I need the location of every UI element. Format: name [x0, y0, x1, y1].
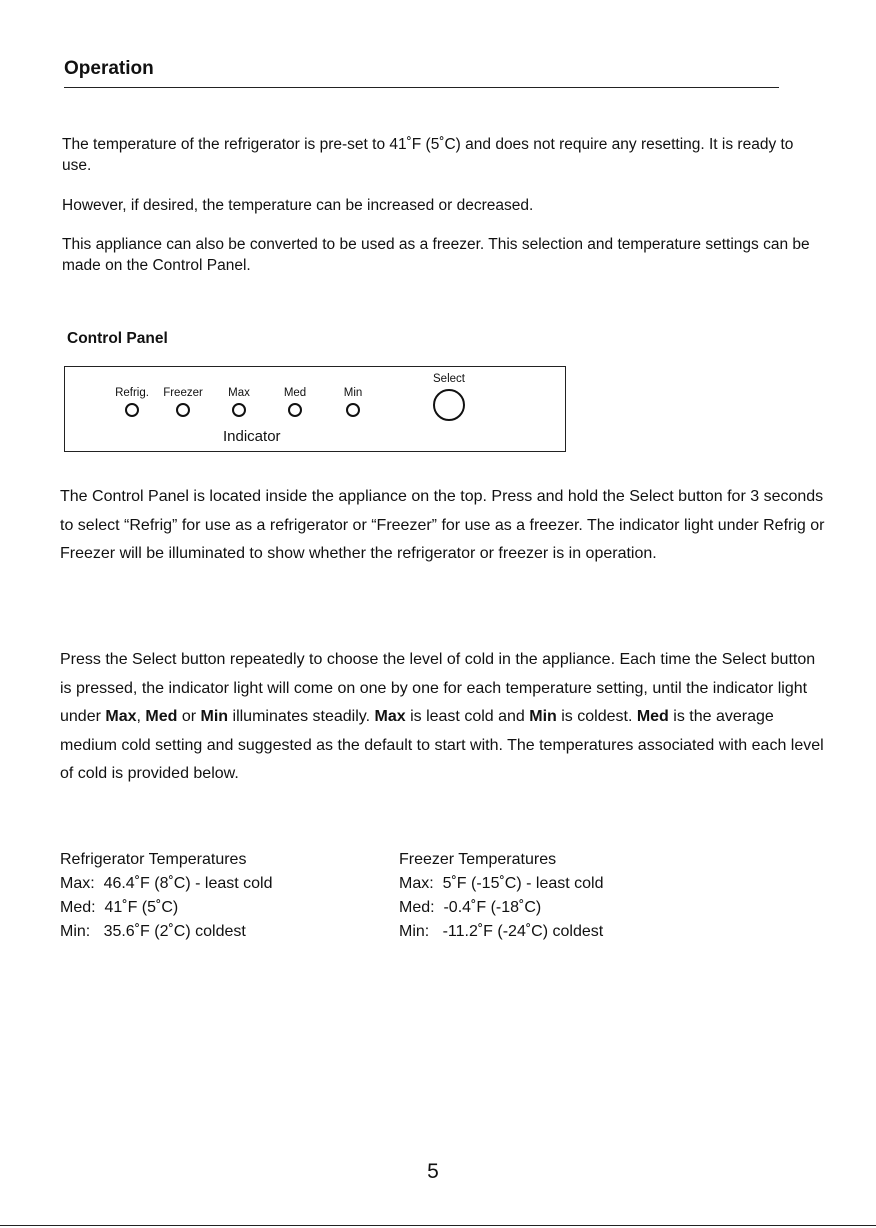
control-panel-description: The Control Panel is located inside the appliance on the top. Press and hold the Select button for 3 seconds to select “Refrig” for use as a refrigerator or “Freezer” for use as a freezer. The indicator light under Refrig or Freezer will be illuminated to show whether the refrigerator or freezer is in operation.: [60, 488, 825, 562]
intro-paragraph-3: This appliance can also be converted to be used as a freezer. This selection and temperature settings can be made on the Control Panel.: [62, 236, 810, 274]
bold-term: Med: [145, 708, 178, 725]
indicator-freezer: [153, 386, 213, 417]
indicator-label: Freezer: [163, 387, 203, 399]
indicator-label: Min: [343, 387, 363, 399]
freezer-med-row: Med: -0.4˚F (-18˚C): [399, 899, 542, 916]
indicator-label: Med: [283, 387, 307, 399]
text-run: is least cold and: [405, 708, 530, 725]
intro-paragraph-2: However, if desired, the temperature can be increased or decreased.: [62, 197, 534, 214]
bold-term: Min: [529, 708, 557, 725]
text-run: or: [177, 708, 201, 725]
indicator-light-icon: [125, 403, 139, 417]
freezer-min-row: Min: -11.2˚F (-24˚C) coldest: [399, 923, 604, 940]
text-run: is the average medium cold setting and suggested as the default to start with. The temperatures associated with each level of cold is provided below.: [60, 708, 824, 782]
refrigerator-max-row: Max: 46.4˚F (8˚C) - least cold: [60, 875, 273, 892]
refrigerator-temperatures: [60, 848, 273, 944]
control-panel-heading: Control Panel: [67, 330, 168, 347]
bold-term: Max: [374, 708, 406, 725]
refrigerator-med-row: Med: 41˚F (5˚C): [60, 899, 179, 916]
intro-paragraph-1: The temperature of the refrigerator is pre-set to 41˚F (5˚C) and does not require any resetting. It is ready to use.: [62, 136, 794, 174]
indicator-max: [209, 386, 269, 417]
indicator-label: Max: [228, 387, 250, 399]
refrigerator-temperatures-title: Refrigerator Temperatures: [60, 851, 247, 868]
indicator-med: [265, 386, 325, 417]
select-button-icon: [433, 389, 465, 421]
text-run: Press the Select button repeatedly to choose the level of cold in the appliance. Each time the Select button is pressed, the indicator light will come on one by one for each temperature setting, until the indicator light under: [60, 651, 816, 725]
select-control: [419, 372, 479, 421]
bold-term: Min: [200, 708, 229, 725]
select-label: Select: [433, 373, 465, 385]
bold-term: Med: [636, 708, 669, 725]
bottom-rule: [0, 1225, 876, 1226]
text-run: is coldest.: [556, 708, 637, 725]
page-title: Operation: [64, 58, 154, 79]
indicator-label: Refrig.: [115, 387, 149, 399]
bold-term: Max: [105, 708, 137, 725]
page-number: 5: [427, 1160, 439, 1183]
control-panel-diagram: [64, 366, 566, 452]
indicator-light-icon: [346, 403, 360, 417]
freezer-temperatures-title: Freezer Temperatures: [399, 851, 557, 868]
freezer-temperatures: [399, 848, 603, 944]
freezer-max-row: Max: 5˚F (-15˚C) - least cold: [399, 875, 604, 892]
indicator-min: [323, 386, 383, 417]
indicator-light-icon: [176, 403, 190, 417]
text-run: illuminates steadily.: [228, 708, 375, 725]
indicator-light-icon: [288, 403, 302, 417]
cold-level-description: [60, 646, 830, 789]
text-run: ,: [136, 708, 146, 725]
indicator-caption: Indicator: [223, 428, 281, 445]
title-underline: [64, 87, 779, 88]
indicator-light-icon: [232, 403, 246, 417]
refrigerator-min-row: Min: 35.6˚F (2˚C) coldest: [60, 923, 246, 940]
